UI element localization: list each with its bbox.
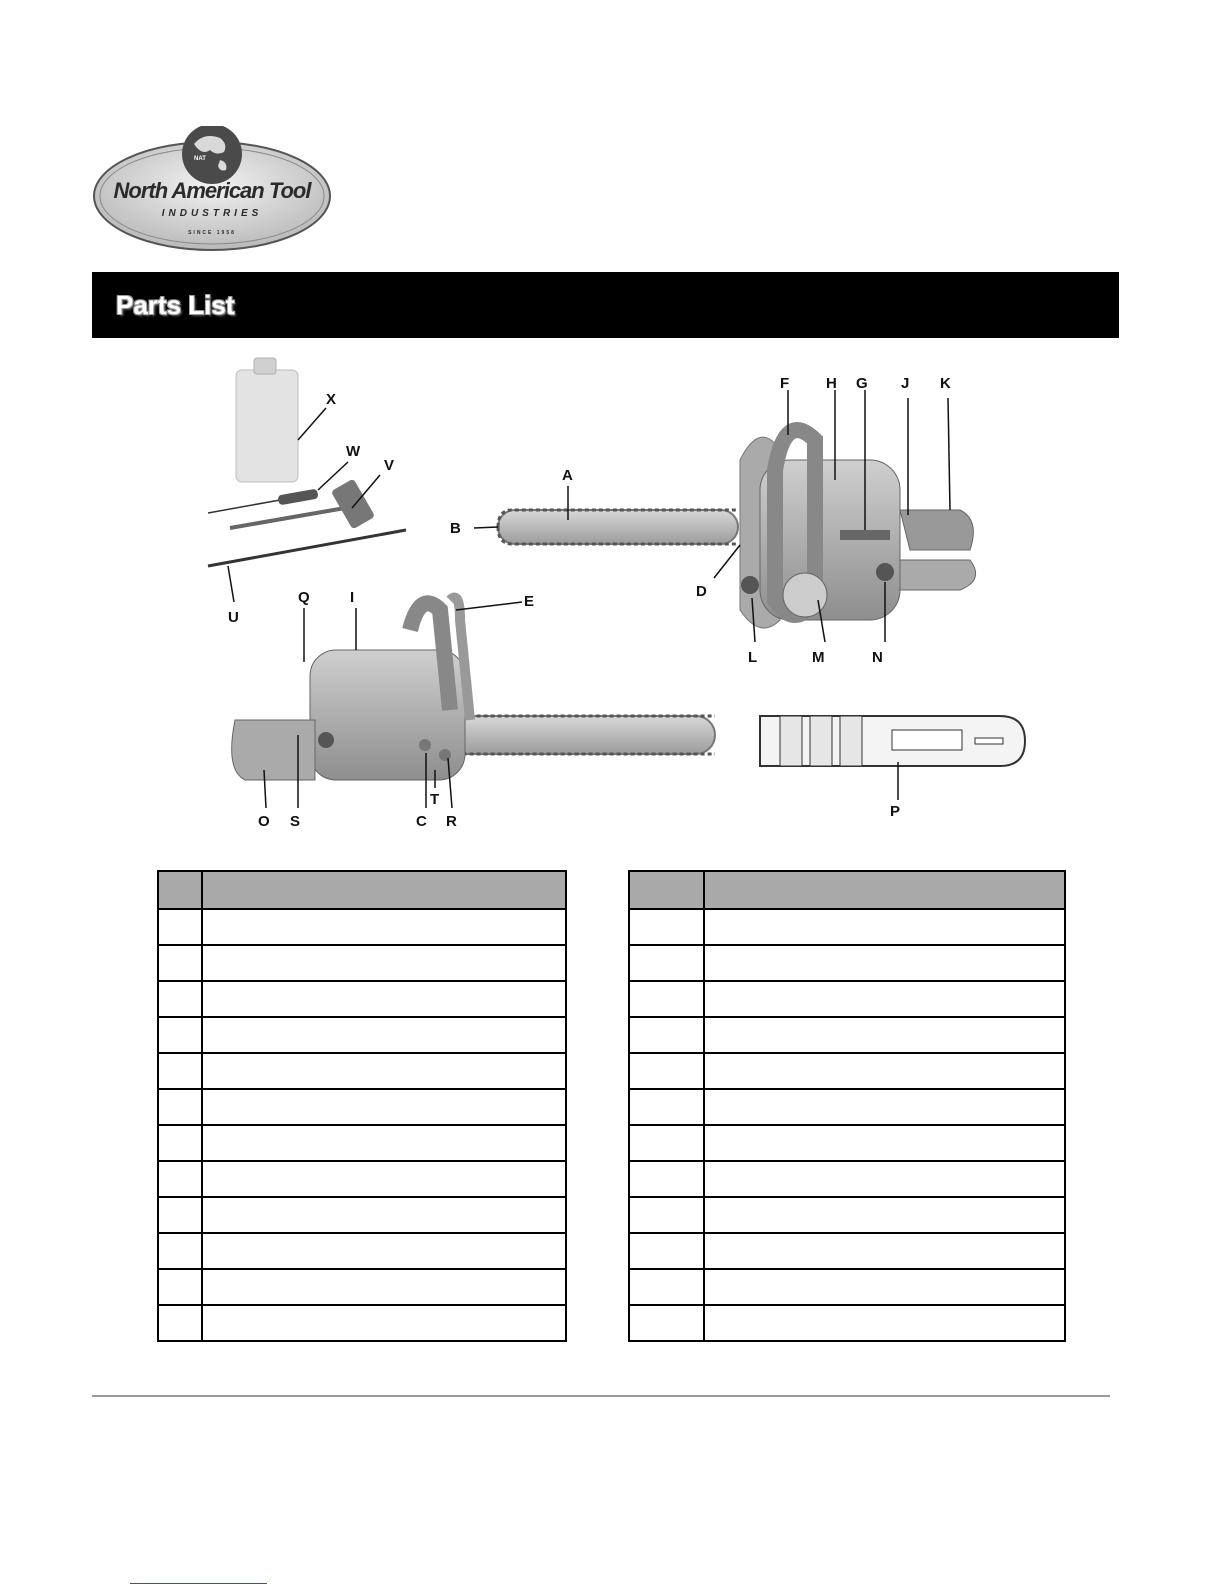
- callout-a: A: [562, 467, 573, 484]
- part-letter-cell: [158, 1197, 202, 1233]
- part-description-cell: [704, 1089, 1065, 1125]
- part-letter-cell: [629, 945, 704, 981]
- table-row: [158, 1233, 566, 1269]
- part-description-cell: [202, 1161, 566, 1197]
- callout-j: J: [901, 375, 910, 392]
- part-description-cell: [202, 1125, 566, 1161]
- part-description-cell: [202, 1269, 566, 1305]
- callout-r: R: [446, 813, 457, 830]
- table-body: [158, 909, 566, 1341]
- table-row: [158, 1161, 566, 1197]
- callout-e: E: [524, 593, 535, 610]
- part-description-cell: [202, 1197, 566, 1233]
- callout-q: Q: [298, 589, 310, 606]
- callout-s: S: [290, 813, 301, 830]
- table-row: [158, 1197, 566, 1233]
- part-description-cell: [704, 909, 1065, 945]
- part-description-cell: [704, 1305, 1065, 1341]
- part-letter-cell: [629, 981, 704, 1017]
- part-description-cell: [202, 1053, 566, 1089]
- callout-p: P: [890, 803, 901, 820]
- table-header-cell: [202, 871, 566, 909]
- footer-link-underline[interactable]: [130, 1583, 267, 1584]
- table-row: [629, 1233, 1065, 1269]
- table-row: [158, 981, 566, 1017]
- part-description-cell: [202, 1233, 566, 1269]
- callout-i: I: [350, 589, 355, 606]
- footer-divider: [92, 1395, 1110, 1397]
- table-row: [629, 1125, 1065, 1161]
- part-letter-cell: [629, 1089, 704, 1125]
- part-letter-cell: [629, 1125, 704, 1161]
- chain-file-image: [208, 530, 406, 566]
- part-description-cell: [202, 1089, 566, 1125]
- section-title: Parts List: [116, 290, 235, 320]
- part-description-cell: [704, 1233, 1065, 1269]
- part-description-cell: [202, 909, 566, 945]
- part-letter-cell: [629, 909, 704, 945]
- company-logo: [90, 126, 335, 254]
- logo-brand-sub: INDUSTRIES: [161, 208, 263, 219]
- callout-o: O: [258, 813, 270, 830]
- callout-g: G: [856, 375, 868, 392]
- table-row: [629, 981, 1065, 1017]
- callout-d: D: [696, 583, 707, 600]
- table-row: [158, 1125, 566, 1161]
- table-body: [629, 909, 1065, 1341]
- logo-since: SINCE 1958: [188, 230, 236, 236]
- globe-icon: [182, 126, 242, 184]
- part-letter-cell: [158, 1269, 202, 1305]
- table-row: [158, 1053, 566, 1089]
- table-row: [158, 1269, 566, 1305]
- table-header-row: [158, 871, 566, 909]
- part-letter-cell: [158, 1125, 202, 1161]
- table-row: [158, 909, 566, 945]
- callout-f: F: [780, 375, 790, 392]
- part-letter-cell: [158, 981, 202, 1017]
- part-description-cell: [704, 1269, 1065, 1305]
- part-description-cell: [202, 981, 566, 1017]
- table-row: [629, 1269, 1065, 1305]
- part-letter-cell: [629, 1017, 704, 1053]
- table-row: [158, 1089, 566, 1125]
- part-letter-cell: [629, 1053, 704, 1089]
- chainsaw-parts-diagram: [180, 350, 1050, 840]
- part-letter-cell: [158, 1161, 202, 1197]
- callout-m: M: [812, 649, 825, 666]
- part-description-cell: [704, 1161, 1065, 1197]
- parts-table-left: [157, 870, 567, 1342]
- table-row: [629, 945, 1065, 981]
- bar-scabbard-image: [760, 716, 1025, 766]
- callout-h: H: [826, 375, 837, 392]
- table-header-row: [629, 871, 1065, 909]
- part-letter-cell: [629, 1197, 704, 1233]
- table-row: [629, 1197, 1065, 1233]
- callout-x: X: [326, 391, 337, 408]
- part-letter-cell: [629, 1161, 704, 1197]
- screwdriver-image: [208, 489, 319, 513]
- part-description-cell: [704, 1125, 1065, 1161]
- part-letter-cell: [629, 1269, 704, 1305]
- part-letter-cell: [158, 1089, 202, 1125]
- part-letter-cell: [158, 1233, 202, 1269]
- callout-v: V: [384, 457, 395, 474]
- part-description-cell: [704, 1053, 1065, 1089]
- table-row: [629, 909, 1065, 945]
- part-letter-cell: [158, 909, 202, 945]
- table-row: [629, 1089, 1065, 1125]
- part-description-cell: [704, 981, 1065, 1017]
- part-description-cell: [202, 1017, 566, 1053]
- table-row: [158, 1305, 566, 1341]
- callout-k: K: [940, 375, 951, 392]
- table-header-cell: [629, 871, 704, 909]
- table-row: [629, 1305, 1065, 1341]
- parts-table-right: [628, 870, 1066, 1342]
- table-header-cell: [158, 871, 202, 909]
- callout-l: L: [748, 649, 758, 666]
- part-description-cell: [704, 1017, 1065, 1053]
- part-description-cell: [704, 945, 1065, 981]
- part-letter-cell: [158, 1305, 202, 1341]
- part-letter-cell: [158, 945, 202, 981]
- logo-badge: NAT: [194, 156, 206, 162]
- chainsaw-rear-view-image: [498, 430, 976, 628]
- part-letter-cell: [629, 1305, 704, 1341]
- spark-plug-wrench-image: [230, 478, 375, 529]
- part-description-cell: [202, 945, 566, 981]
- callout-w: W: [346, 443, 361, 460]
- callout-t: T: [430, 791, 440, 808]
- table-row: [158, 945, 566, 981]
- part-description-cell: [704, 1197, 1065, 1233]
- table-row: [629, 1053, 1065, 1089]
- part-description-cell: [202, 1305, 566, 1341]
- part-letter-cell: [158, 1017, 202, 1053]
- section-header-bar: [92, 272, 1119, 338]
- table-row: [629, 1161, 1065, 1197]
- table-row: [629, 1017, 1065, 1053]
- logo-brand-name: North American Tool: [113, 178, 311, 203]
- oil-bottle-image: [236, 358, 298, 482]
- part-letter-cell: [629, 1233, 704, 1269]
- callout-u: U: [228, 609, 239, 626]
- part-letter-cell: [158, 1053, 202, 1089]
- table-header-cell: [704, 871, 1065, 909]
- callout-b: B: [450, 520, 461, 537]
- callout-c: C: [416, 813, 427, 830]
- table-row: [158, 1017, 566, 1053]
- callout-n: N: [872, 649, 883, 666]
